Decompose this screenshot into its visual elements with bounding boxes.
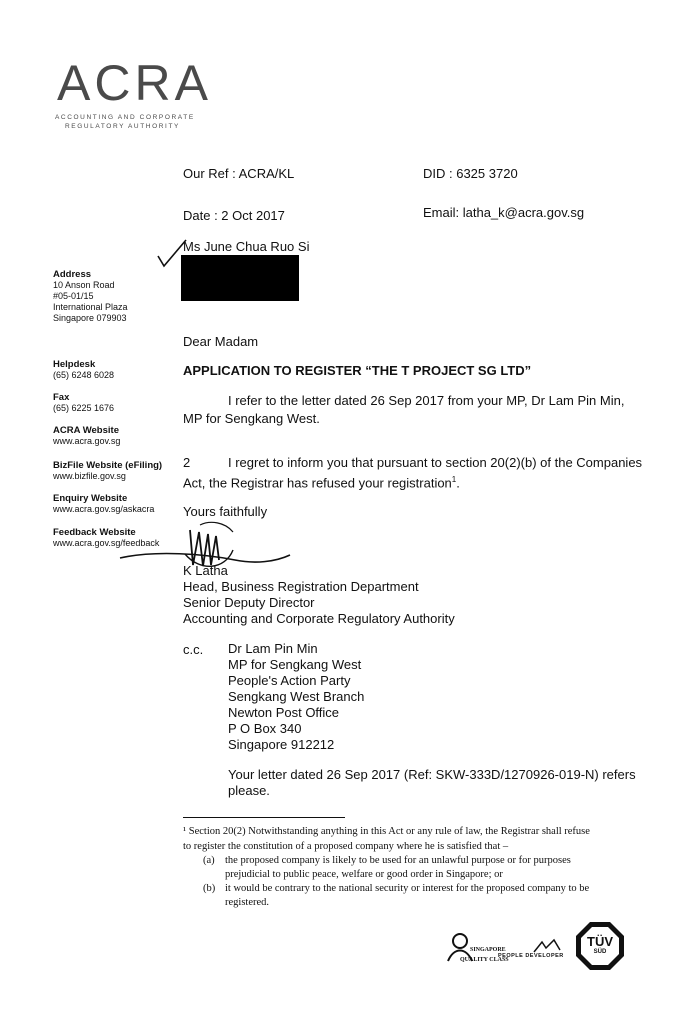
logo-subline-2: REGULATORY AUTHORITY xyxy=(65,123,180,130)
footnote-b-line2: registered. xyxy=(225,897,270,908)
salutation: Dear Madam xyxy=(183,334,259,349)
bizfile-value: www.bizfile.gov.sg xyxy=(53,471,126,481)
recipient-name: Ms June Chua Ruo Si xyxy=(183,239,310,254)
cc-line: MP for Sengkang West xyxy=(228,657,362,672)
tuv-text: TÜV xyxy=(587,934,613,949)
cc-line: Newton Post Office xyxy=(228,705,340,720)
footnote-a-label: (a) xyxy=(203,855,215,866)
cc-line: Dr Lam Pin Min xyxy=(228,641,318,656)
enquiry-label: Enquiry Website xyxy=(53,493,128,504)
footnote-line2: to register the constitution of a proposed company where he is satisfied that – xyxy=(183,841,509,852)
cc-label: c.c. xyxy=(183,642,204,657)
website-value: www.acra.gov.sg xyxy=(53,436,121,446)
address-line: 10 Anson Road xyxy=(53,280,115,290)
did-number: DID : 6325 3720 xyxy=(423,166,518,181)
para2-line1: I regret to inform you that pursuant to section 20(2)(b) of the Companies xyxy=(228,455,643,470)
address-line: #05-01/15 xyxy=(53,291,94,301)
para1-line2: MP for Sengkang West. xyxy=(183,411,320,426)
address-line: Singapore 079903 xyxy=(53,313,127,323)
closing: Yours faithfully xyxy=(183,504,268,519)
logo-wordmark: ACRA xyxy=(57,55,212,111)
cc-line: P O Box 340 xyxy=(228,721,302,736)
people-developer-logo xyxy=(498,938,576,966)
redacted-address-block xyxy=(181,255,299,301)
tuv-sub-text: SÜD xyxy=(593,949,607,955)
footnote-b-line1: it would be contrary to the national security or interest for the proposed company to be xyxy=(225,883,590,894)
letter-subject: APPLICATION TO REGISTER “THE T PROJECT SG LTD” xyxy=(183,363,532,378)
footnote-a-line1: the proposed company is likely to be used for an unlawful purpose or for purposes xyxy=(225,855,571,866)
feedback-value: www.acra.gov.sg/feedback xyxy=(53,538,160,548)
para2-number: 2 xyxy=(183,455,191,470)
sqc-text-1: SINGAPORE xyxy=(470,947,506,953)
people-developer-text: PEOPLE DEVELOPER xyxy=(498,953,564,959)
para2-line2: Act, the Registrar has refused your registration$^1$. xyxy=(183,475,460,491)
fax-label: Fax xyxy=(53,392,70,403)
cc-note-line2: please. xyxy=(228,783,270,798)
tuv-sud-logo xyxy=(575,921,625,971)
bizfile-label: BizFile Website (eFiling) xyxy=(53,460,163,471)
sqc-text-2: QUALITY CLASS xyxy=(460,957,509,963)
helpdesk-label: Helpdesk xyxy=(53,359,96,370)
cc-line: People's Action Party xyxy=(228,673,351,688)
footnote-line1: ¹ Section 20(2) Notwithstanding anything in this Act or any rule of law, the Registrar shall refuse xyxy=(183,826,590,837)
cc-note-line1: Your letter dated 26 Sep 2017 (Ref: SKW-333D/1270926-019-N) refers xyxy=(228,767,636,782)
footnote-ref: 1 xyxy=(451,475,457,484)
website-label: ACRA Website xyxy=(53,425,119,436)
footnote-b-label: (b) xyxy=(203,883,216,894)
cc-line: Singapore 912212 xyxy=(228,737,335,752)
signatory-org: Accounting and Corporate Regulatory Authority xyxy=(183,611,455,626)
people-developer-emblem-icon xyxy=(532,938,562,954)
our-ref: Our Ref : ACRA/KL xyxy=(183,166,295,181)
signatory-title-2: Senior Deputy Director xyxy=(183,595,315,610)
address-line: International Plaza xyxy=(53,302,128,312)
helpdesk-value: (65) 6248 6028 xyxy=(53,370,115,380)
fax-value: (65) 6225 1676 xyxy=(53,403,115,413)
letter-date: Date : 2 Oct 2017 xyxy=(183,208,285,223)
cc-line: Sengkang West Branch xyxy=(228,689,365,704)
footnote-divider xyxy=(183,817,345,818)
signatory-name: K Latha xyxy=(183,563,228,578)
signatory-title-1: Head, Business Registration Department xyxy=(183,579,419,594)
address-label: Address xyxy=(53,269,92,280)
enquiry-value: www.acra.gov.sg/askacra xyxy=(53,504,155,514)
footnote-a-line2: prejudicial to public peace, welfare or good order in Singapore; or xyxy=(225,869,503,880)
logo-subline-1: ACCOUNTING AND CORPORATE xyxy=(55,114,195,121)
contact-email: Email: latha_k@acra.gov.sg xyxy=(423,205,585,220)
para1-line1: I refer to the letter dated 26 Sep 2017 from your MP, Dr Lam Pin Min, xyxy=(228,393,625,408)
feedback-label: Feedback Website xyxy=(53,527,136,538)
